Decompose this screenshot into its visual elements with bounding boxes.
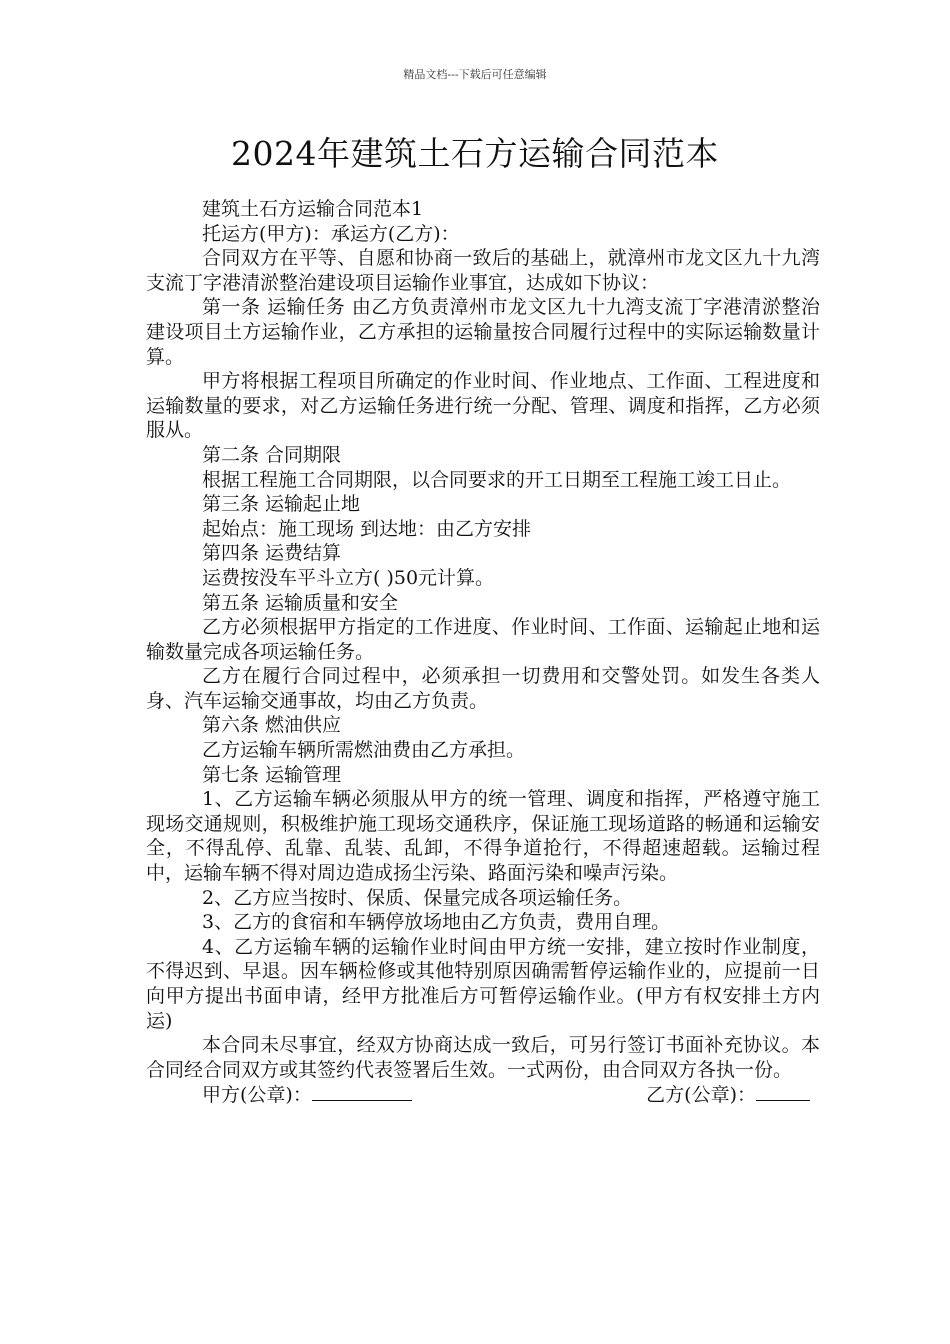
- paragraph: 4、乙方运输车辆的运输作业时间由甲方统一安排，建立按时作业制度，不得迟到、早退。因车辆检修或其他特别原因确需暂停运输作业的，应提前一日向甲方提出书面申请，经甲方批准后方可暂停运输作业。(甲方有权安排土方内运): [146, 935, 820, 1032]
- paragraph: 乙方运输车辆所需燃油费由乙方承担。: [202, 739, 526, 762]
- paragraph: 乙方必须根据甲方指定的工作进度、作业时间、工作面、运输起止地和运输数量完成各项运输任务。: [146, 616, 820, 663]
- paragraph: 第二条 合同期限: [202, 443, 342, 466]
- paragraph: 2、乙方应当按时、保质、保量完成各项运输任务。: [202, 886, 633, 909]
- party-a-blank-line: [312, 1082, 412, 1101]
- party-a-signature: [202, 1082, 412, 1108]
- page-header: 精品文档---下载后可任意编辑: [403, 68, 547, 81]
- party-b-blank-line: [756, 1082, 810, 1101]
- paragraph: 合同双方在平等、自愿和协商一致后的基础上，就漳州市龙文区九十九湾支流丁字港清淤整治建设项目运输作业事宜，达成如下协议：: [146, 247, 820, 294]
- paragraph: 第三条 运输起止地: [202, 493, 361, 516]
- party-b-label: 乙方(公章)：: [646, 1084, 756, 1107]
- paragraph: 乙方在履行合同过程中，必须承担一切费用和交警处罚。如发生各类人身、汽车运输交通事故，均由乙方负责。: [146, 665, 820, 712]
- paragraph: 1、乙方运输车辆必须服从甲方的统一管理、调度和指挥，严格遵守施工现场交通规则，积极维护施工现场交通秩序，保证施工现场道路的畅通和运输安全，不得乱停、乱靠、乱装、乱卸，不得争道抢行，不得超速超载。运输过程中，运输车辆不得对周边造成扬尘污染、路面污染和噪声污染。: [146, 788, 820, 885]
- paragraph: 运费按没车平斗立方( )50元计算。: [202, 566, 495, 589]
- party-a-label: 甲方(公章)：: [202, 1084, 312, 1107]
- paragraph: 第一条 运输任务 由乙方负责漳州市龙文区九十九湾支流丁字港清淤整治建设项目土方运输作业，乙方承担的运输量按合同履行过程中的实际运输数量计算。: [146, 296, 820, 368]
- paragraph: 第六条 燃油供应: [202, 714, 342, 737]
- paragraph: 建筑土石方运输合同范本1: [202, 198, 424, 220]
- party-b-signature: [646, 1082, 810, 1108]
- paragraph: 第七条 运输管理: [202, 763, 342, 786]
- paragraph: 甲方将根据工程项目所确定的作业时间、作业地点、工作面、工程进度和运输数量的要求，对乙方运输任务进行统一分配、管理、调度和指挥，乙方必须服从。: [146, 370, 820, 442]
- paragraph: 第四条 运费结算: [202, 542, 342, 565]
- paragraph: 第五条 运输质量和安全: [202, 591, 399, 614]
- document-title: 2024年建筑土石方运输合同范本: [231, 134, 719, 173]
- paragraph: 3、乙方的食宿和车辆停放场地由乙方负责，费用自理。: [202, 911, 671, 934]
- paragraph: 本合同未尽事宜，经双方协商达成一致后，可另行签订书面补充协议。本合同经合同双方或其签约代表签署后生效。一式两份，由合同双方各执一份。: [146, 1034, 820, 1081]
- paragraph: 根据工程施工合同期限，以合同要求的开工日期至工程施工竣工日止。: [202, 468, 792, 491]
- paragraph: 起始点：施工现场 到达地：由乙方安排: [202, 517, 532, 540]
- paragraph: 托运方(甲方)：承运方(乙方)：: [202, 222, 460, 245]
- signature-row: [146, 1082, 820, 1108]
- document-body: [146, 197, 820, 1108]
